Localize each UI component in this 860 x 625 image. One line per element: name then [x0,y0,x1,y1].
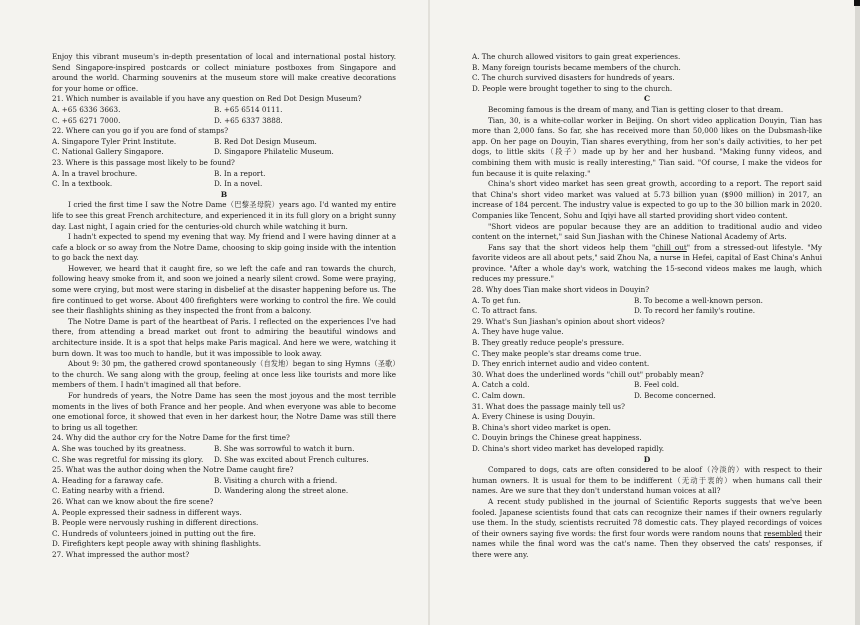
q22-options-row2 [52,147,396,158]
q28-option-d[interactable]: D. To record her family's routine. [634,306,756,316]
q23-option-c[interactable]: C. In a textbook. [52,179,113,189]
q30-options-row1 [472,380,822,391]
q25-option-a[interactable]: A. Heading for a faraway cafe. [52,475,164,485]
q22-option-a[interactable]: A. Singapore Tyler Print Institute. [52,136,177,146]
q28-stem: 28. Why does Tian make short videos in Douyin? [472,285,650,295]
passage-c-paragraph-2: Tian, 30, is a white-collar worker in Beijing. On short video application Douyin, Tian has more than 2,000 fans. So far, she has received more than 50,000 likes on the Dubsmash-like app. On her page on Douyin, Tian shares everything, from her son's daily activities, to her pet dogs, to little skits（段子）made up by her and her husband. "Making funny videos, and combining them with music is really interesting," Tian said. "Of course, I make the videos for fun because it is quite relaxing." [472,115,822,178]
q28-options-row1 [472,296,822,307]
left-column [52,52,396,561]
q27-option-d[interactable]: D. People were brought together to sing to the church. [472,83,673,93]
q24-option-b[interactable]: B. She was sorrowful to watch it burn. [214,443,355,453]
corner-mark [854,0,860,6]
q21-option-b[interactable]: B. +65 6514 0111. [214,104,283,114]
q24-options-row1 [52,444,396,455]
q27-option-c[interactable]: C. The church survived disasters for hundreds of years. [472,73,675,83]
q30-option-b[interactable]: B. Feel cold. [634,380,680,390]
q24-stem: 24. Why did the author cry for the Notre Dame for the first time? [52,433,290,443]
q26-option-d[interactable]: D. Firefighters kept people away with shining flashlights. [52,539,262,549]
q25-option-b[interactable]: B. Visiting a church with a friend. [214,475,338,485]
q31-option-c[interactable]: C. Douyin brings the Chinese great happiness. [472,433,642,443]
q24-option-c[interactable]: C. She was regretful for missing its glory. [52,454,204,464]
q22-option-b[interactable]: B. Red Dot Design Museum. [214,136,317,146]
q22-stem: 22. Where can you go if you are fond of stamps? [52,126,229,136]
q31-stem: 31. What does the passage mainly tell us? [472,401,625,411]
q28-option-a[interactable]: A. To get fun. [472,295,521,305]
passage-c-paragraph-5 [472,243,822,285]
right-column [472,52,822,561]
q26-option-c[interactable]: C. Hundreds of volunteers joined in putting out the fire. [52,528,256,538]
q23-option-d[interactable]: D. In a novel. [214,179,263,189]
passage-c-paragraph-4: "Short videos are popular because they are an addition to traditional audio and video content on the internet," said Sun Jiashan with the Chinese National Academy of Arts. [472,221,822,242]
q27-stem: 27. What impressed the author most? [52,549,190,559]
passage-b-paragraph-5: About 9: 30 pm, the gathered crowd spontaneously（自发地）began to sing Hymns（圣歌）to the church. We sang along with the group, feeling at once less like tourists and more like members of them. I hadn't imagined all that before. [52,359,396,390]
q29-option-c[interactable]: C. They make people's star dreams come true. [472,348,642,358]
q21-option-a[interactable]: A. +65 6336 3663. [52,104,121,114]
underlined-word-resembled: resembled [763,528,803,538]
q26-stem: 26. What can we know about the fire scene? [52,496,214,506]
passage-d-paragraph-2 [472,497,822,561]
q25-options-row1 [52,476,396,487]
q22-option-d[interactable]: D. Singapore Philatelic Museum. [214,147,334,157]
passage-c-paragraph-3: China's short video market has seen great growth, according to a report. The report said that China's short video market was valued at 5.73 billion yuan ($900 million) in 2017, an increase of 184 percent. The industry value is expected to go up to the 30 billion mark in 2020. Companies like Tencent, Sohu and Iqiyi have all started providing short video content. [472,179,822,220]
q27-option-b[interactable]: B. Many foreign tourists became members of the church. [472,62,681,72]
q21-options-row2 [52,116,396,127]
passage-b-paragraph-2: I hadn't expected to spend my evening that way. My friend and I were having dinner at a cafe a block or so away from the Notre Dame, choosing to skip going inside with the intention to go back the next day. [52,232,396,263]
q25-options-row2 [52,486,396,497]
q25-stem: 25. What was the author doing when the Notre Dame caught fire? [52,465,294,475]
intro-paragraph: Enjoy this vibrant museum's in-depth presentation of local and international postal history. Send Singapore-inspired postcards or collect miniature postboxes from Singapore and around the world. Charming souvenirs at the museum store will make creative decorations for your home or office. [52,52,396,93]
q29-option-a[interactable]: A. They have huge value. [472,327,564,337]
section-b-heading: B [220,189,228,199]
q26-option-b[interactable]: B. People were nervously rushing in different directions. [52,518,259,528]
q30-options-row2 [472,391,822,402]
q21-option-d[interactable]: D. +65 6337 3888. [214,115,283,125]
q25-option-d[interactable]: D. Wandering along the street alone. [214,486,349,496]
passage-d-p2-text-end: their names while the final word was the cat's name. Then they observed the cats' responses, if there were any. [472,528,822,559]
q25-option-c[interactable]: C. Eating nearby with a friend. [52,486,165,496]
q30-option-d[interactable]: D. Become concerned. [634,391,716,400]
q23-options-row1 [52,169,396,180]
q23-stem: 23. Where is this passage most likely to be found? [52,157,235,167]
passage-b-paragraph-4: The Notre Dame is part of the heartbeat of Paris. I reflected on the experiences I've had there, from attending a bread market out front to admiring the beautiful windows and architecture inside. It is a spot that helps make Paris magical. And here we were, watching it burn down. It was too much to handle, but it was impossible to look away. [52,316,396,358]
q26-option-a[interactable]: A. People expressed their sadness in different ways. [52,507,242,517]
q27-option-a[interactable]: A. The church allowed visitors to gain great experiences. [472,52,681,61]
passage-b-paragraph-6: For hundreds of years, the Notre Dame has seen the most joyous and the most terrible moments in the lives of both France and her people. And when everyone was able to become one emotional force, it showed that even in her darkest hour, the Notre Dame was still there to bring us all together. [52,391,396,432]
q29-option-b[interactable]: B. They greatly reduce people's pressure. [472,338,625,348]
q30-stem: 30. What does the underlined words "chill out" probably mean? [472,369,704,379]
q29-stem: 29. What's Sun Jiashan's opinion about short videos? [472,316,665,326]
page-edge [855,0,860,625]
passage-b-paragraph-1: I cried the first time I saw the Notre Dame（巴黎圣母院）years ago. I'd wanted my entire life to see this great French architecture, and experienced it in its full glory on a bright sunny day. Last night, I again cried for the centuries-old church while watching it burn. [52,200,396,231]
q28-option-c[interactable]: C. To attract fans. [472,306,538,316]
q24-options-row2 [52,455,396,466]
passage-d-paragraph-1: Compared to dogs, cats are often considered to be aloof（冷淡的）with respect to their human owners. It is usual for them to be indifferent（无动于衷的）when humans call their names. Are we sure that they don't understand human voices at all? [472,465,822,496]
q21-options-row1 [52,105,396,116]
passage-d-p2-text-start: A recent study published in the journal of Scientific Reports suggests that we've been fooled. Japanese scientists found that cats can recognize their names if their owners regularly use them. In the study, scientists recruited 78 domestic cats. They played recordings of voices of their owners saying five words: the first four words were random nouns that [472,496,822,538]
section-c-heading: C [643,94,651,104]
q30-option-c[interactable]: C. Calm down. [472,391,525,400]
q23-option-a[interactable]: A. In a travel brochure. [52,168,138,178]
q24-option-a[interactable]: A. She was touched by its greatness. [52,443,187,453]
q28-options-row2 [472,306,822,317]
passage-c-p5-text-start: Fans say that the short videos help them " [488,242,656,252]
passage-c-paragraph-1: Becoming famous is the dream of many, and Tian is getting closer to that dream. [488,104,784,114]
page-fold [428,0,430,625]
passage-b-paragraph-3: However, we heard that it caught fire, so we left the cafe and ran towards the church, following heavy smoke from it, and soon we joined a nearly silent crowd. Some were praying, some were crying, but most were staring in disbelief at the disaster happening before us. The fire continued to get worse. About 400 firefighters were working to control the fire. We could see their flashlights shining as they inspected the front from a balcony. [52,263,396,316]
passage-c-p5-text-end: " from a stressed-out lifestyle. "My favorite videos are all about pets," said Zhou Na, a nurse in Hefei, capital of East China's Anhui province. "After a whole day's work, watching the 15-second videos makes me laugh, which reduces my pressure." [472,242,822,284]
section-d-heading: D [643,454,651,464]
q23-options-row2 [52,179,396,190]
q30-option-a[interactable]: A. Catch a cold. [472,380,530,390]
q21-stem: 21. Which number is available if you have any question on Red Dot Design Museum? [52,94,362,104]
q21-option-c[interactable]: C. +65 6271 7000. [52,115,121,125]
q23-option-b[interactable]: B. In a report. [214,168,266,178]
q28-option-b[interactable]: B. To become a well-known person. [634,295,763,305]
underlined-phrase-chill-out: chill out [655,242,687,252]
q29-option-d[interactable]: D. They enrich internet audio and video content. [472,359,650,369]
q24-option-d[interactable]: D. She was excited about French cultures. [214,454,369,464]
q22-option-c[interactable]: C. National Gallery Singapore. [52,147,164,157]
q31-option-a[interactable]: A. Every Chinese is using Douyin. [472,412,596,422]
q31-option-d[interactable]: D. China's short video market has developed rapidly. [472,443,665,453]
q22-options-row1 [52,137,396,148]
q31-option-b[interactable]: B. China's short video market is open. [472,422,611,432]
